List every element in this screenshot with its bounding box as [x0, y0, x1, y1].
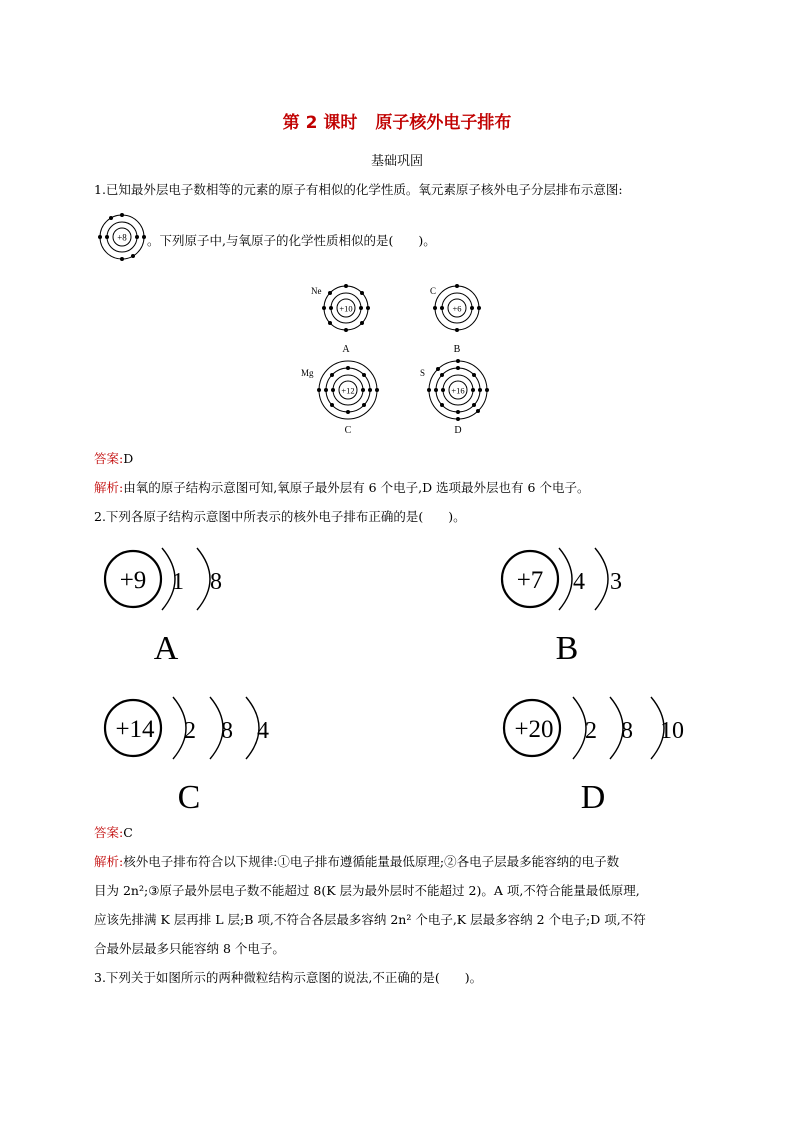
option-b-nucleus: +6: [452, 303, 462, 314]
q2-answer-label: 答案:: [94, 825, 124, 840]
q1-analysis: [94, 478, 589, 496]
q2-option-d-shell-3: 10: [660, 718, 684, 744]
q2-analysis-label: 解析:: [94, 854, 124, 869]
q1-answer: [94, 449, 133, 467]
q2-option-c-shell-2: 8: [221, 718, 233, 744]
q2-analysis-line-3: 应该先排满 K 层再排 L 层;B 项,不符合各层最多容纳 2n² 个电子,K 层最多容纳 2 个电子;D 项,不符: [94, 912, 646, 927]
q2-option-a-shell-1: 1: [172, 569, 184, 595]
option-d-letter: D: [454, 425, 462, 436]
q2-answer-value: C: [123, 825, 133, 840]
q1-stem: 1.已知最外层电子数相等的元素的原子有相似的化学性质。氧元素原子核外电子分层排布示意图:: [94, 182, 623, 197]
q2-option-c-nucleus: +14: [115, 716, 155, 743]
option-a-nucleus: +10: [339, 303, 353, 314]
option-b-atom: [430, 284, 481, 355]
option-d-nucleus: +16: [451, 385, 465, 396]
q2-option-c-shell-3: 4: [257, 718, 269, 744]
q2-option-c-letter: C: [177, 779, 201, 815]
q2-option-b-shell-2: 3: [610, 569, 622, 595]
q2-analysis-line-1: [94, 852, 619, 870]
option-a-atom: [311, 284, 370, 355]
q2-analysis-line-2: 目为 2n²;③原子最外层电子数不能超过 8(K 层为最外层时不能超过 2)。A 项,不符合能量最低原理,: [94, 883, 640, 898]
option-a-symbol: Ne: [311, 286, 322, 296]
oxygen-atom-diagram: [96, 212, 150, 262]
q2-option-b-shell-1: 4: [573, 569, 585, 595]
q2-analysis-text-1: 核外电子排布符合以下规律:①电子排布遵循能量最低原理;②各电子层最多能容纳的电子数: [123, 854, 620, 869]
q2-stem: 2.下列各原子结构示意图中所表示的核外电子排布正确的是( )。: [94, 509, 466, 524]
q2-option-d-letter: D: [580, 779, 606, 815]
q2-option-b-nucleus: +7: [516, 567, 544, 594]
option-d-atom: [420, 359, 489, 436]
q2-option-d-shell-2: 8: [621, 718, 633, 744]
option-b-letter: B: [453, 344, 461, 355]
q1-analysis-text: 由氧的原子结构示意图可知,氧原子最外层有 6 个电子,D 选项最外层也有 6 个电子。: [123, 480, 590, 495]
option-a-letter: A: [342, 344, 350, 355]
oxygen-nucleus-label: +8: [117, 232, 127, 243]
q2-option-a-shell-2: 8: [210, 569, 222, 595]
q2-options-figure: [96, 540, 716, 815]
q2-option-b-letter: B: [555, 630, 579, 667]
q2-option-a: [105, 548, 222, 667]
q1-stem-continued: 。下列原子中,与氧原子的化学性质相似的是( )。: [147, 233, 436, 248]
option-c-symbol: Mg: [301, 368, 314, 378]
q2-option-c-shell-1: 2: [184, 718, 196, 744]
option-c-atom: [301, 361, 379, 436]
q2-answer: [94, 823, 133, 841]
q2-option-c: [105, 697, 269, 815]
section-heading: 基础巩固: [370, 154, 423, 169]
q2-analysis-line-4: 合最外层最多只能容纳 8 个电子。: [94, 941, 285, 956]
q2-option-d: [504, 697, 684, 815]
option-c-letter: C: [344, 425, 352, 436]
q1-analysis-label: 解析:: [94, 480, 124, 495]
q1-answer-label: 答案:: [94, 451, 124, 466]
q2-option-a-nucleus: +9: [119, 567, 147, 594]
q1-answer-value: D: [123, 451, 134, 466]
option-c-nucleus: +12: [341, 385, 355, 396]
q2-option-a-letter: A: [153, 630, 179, 667]
q1-options-figure: [300, 278, 520, 440]
lesson-number: 第 2 课时: [282, 113, 358, 133]
page-title: [0, 108, 794, 133]
q2-option-d-shell-1: 2: [585, 718, 597, 744]
option-d-symbol: S: [420, 368, 426, 378]
q2-option-b: [502, 548, 622, 667]
q3-stem: 3.下列关于如图所示的两种微粒结构示意图的说法,不正确的是( )。: [94, 970, 483, 985]
q2-option-d-nucleus: +20: [514, 716, 554, 743]
option-b-symbol: C: [430, 286, 437, 296]
lesson-title: 原子核外电子排布: [375, 113, 512, 133]
